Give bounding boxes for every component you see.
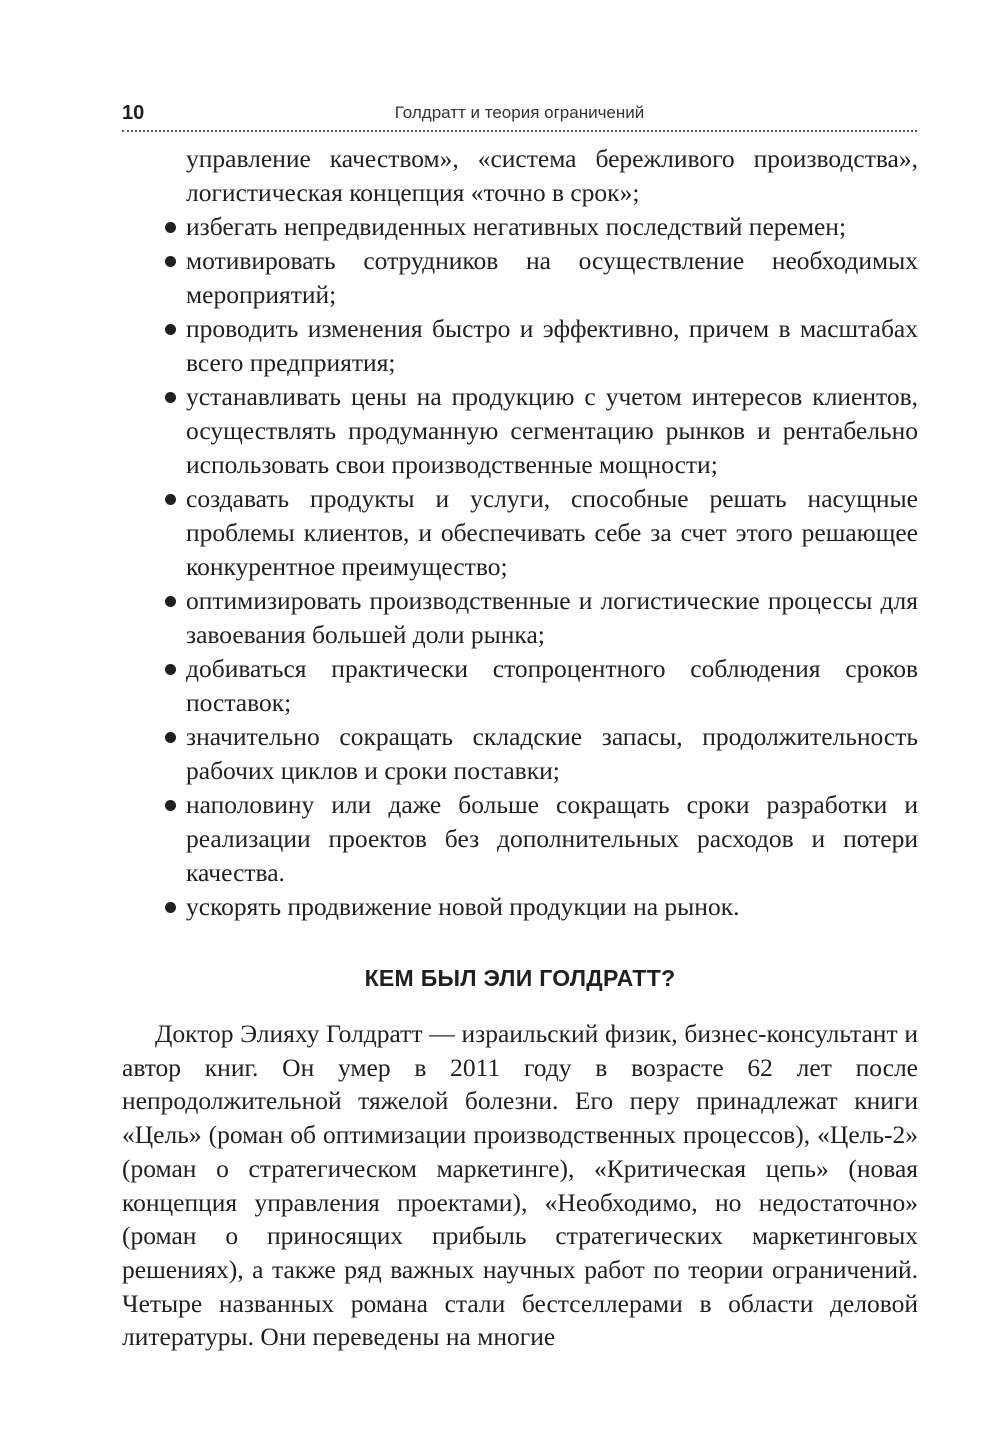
running-title: Голдратт и теория ограничений <box>394 103 645 122</box>
bullet-item <box>122 312 918 380</box>
page-body <box>122 142 918 1380</box>
bullet-text: ускорять продвижение новой продукции на рынок. <box>186 892 740 921</box>
bullet-text: значительно сокращать складские запасы, продолжительность рабочих циклов и сроки поставки; <box>186 722 918 785</box>
bullet-item <box>122 482 918 584</box>
bullet-icon <box>165 324 176 335</box>
bullet-icon <box>165 222 176 233</box>
bullet-item <box>122 380 918 482</box>
bullet-text: создавать продукты и услуги, способные решать насущные проблемы клиентов, и обеспечивать себе за счет этого решающее конкурентное преимущество; <box>186 484 918 581</box>
bullet-icon <box>165 664 176 675</box>
bullet-item <box>122 788 918 890</box>
bullet-text: наполовину или даже больше сокращать сроки разработки и реализации проектов без дополнительных расходов и потери качества. <box>186 790 918 887</box>
bullet-icon <box>165 902 176 913</box>
bullet-text: добиваться практически стопроцентного соблюдения сроков поставок; <box>186 654 918 717</box>
continuation-text: управление качеством», «система бережливого производства», логистическая концепция «точно в срок»; <box>186 144 918 207</box>
bullet-text: устанавливать цены на продукцию с учетом интересов клиентов, осуществлять продуманную сегментацию рынков и рентабельно использовать свои производственные мощности; <box>186 382 918 479</box>
page-header <box>122 98 917 132</box>
bullet-item <box>122 210 918 244</box>
bullet-icon <box>165 494 176 505</box>
bullet-icon <box>165 800 176 811</box>
bullet-icon <box>165 256 176 267</box>
bullet-item <box>122 890 918 924</box>
bullet-item <box>122 244 918 312</box>
bullet-icon <box>165 596 176 607</box>
bullet-text: мотивировать сотрудников на осуществление необходимых мероприятий; <box>186 246 918 309</box>
bullet-icon <box>165 732 176 743</box>
bullet-text: избегать непредвиденных негативных последствий перемен; <box>186 212 847 241</box>
bullet-item <box>122 584 918 652</box>
bullet-item <box>122 652 918 720</box>
bullet-text: проводить изменения быстро и эффективно, причем в масштабах всего предприятия; <box>186 314 918 377</box>
page-number: 10 <box>122 102 145 124</box>
bullet-icon <box>165 392 176 403</box>
body-paragraph: Доктор Элияху Голдратт — израильский физик, бизнес-консультант и автор книг. Он умер в 2011 году в возрасте 62 лет после непродолжительной тяжелой болезни. Его перу принадлежат книги «Цель» (роман об оптимизации производственных процессов), «Цель-2» (роман о стратегическом маркетинге), «Критическая цепь» (новая концепция управления проектами), «Необходимо, но недостаточно» (роман о приносящих прибыль стратегических маркетинговых решениях), а также ряд важных научных работ по теории ограничений. Четыре названных романа стали бестселлерами в области деловой литературы. Они переведены на многие <box>122 1019 918 1352</box>
section-heading: КЕМ БЫЛ ЭЛИ ГОЛДРАТТ? <box>364 965 676 991</box>
bullet-item <box>122 720 918 788</box>
bullet-text: оптимизировать производственные и логистические процессы для завоевания большей доли рынка; <box>186 586 918 649</box>
bullet-list <box>122 210 918 924</box>
